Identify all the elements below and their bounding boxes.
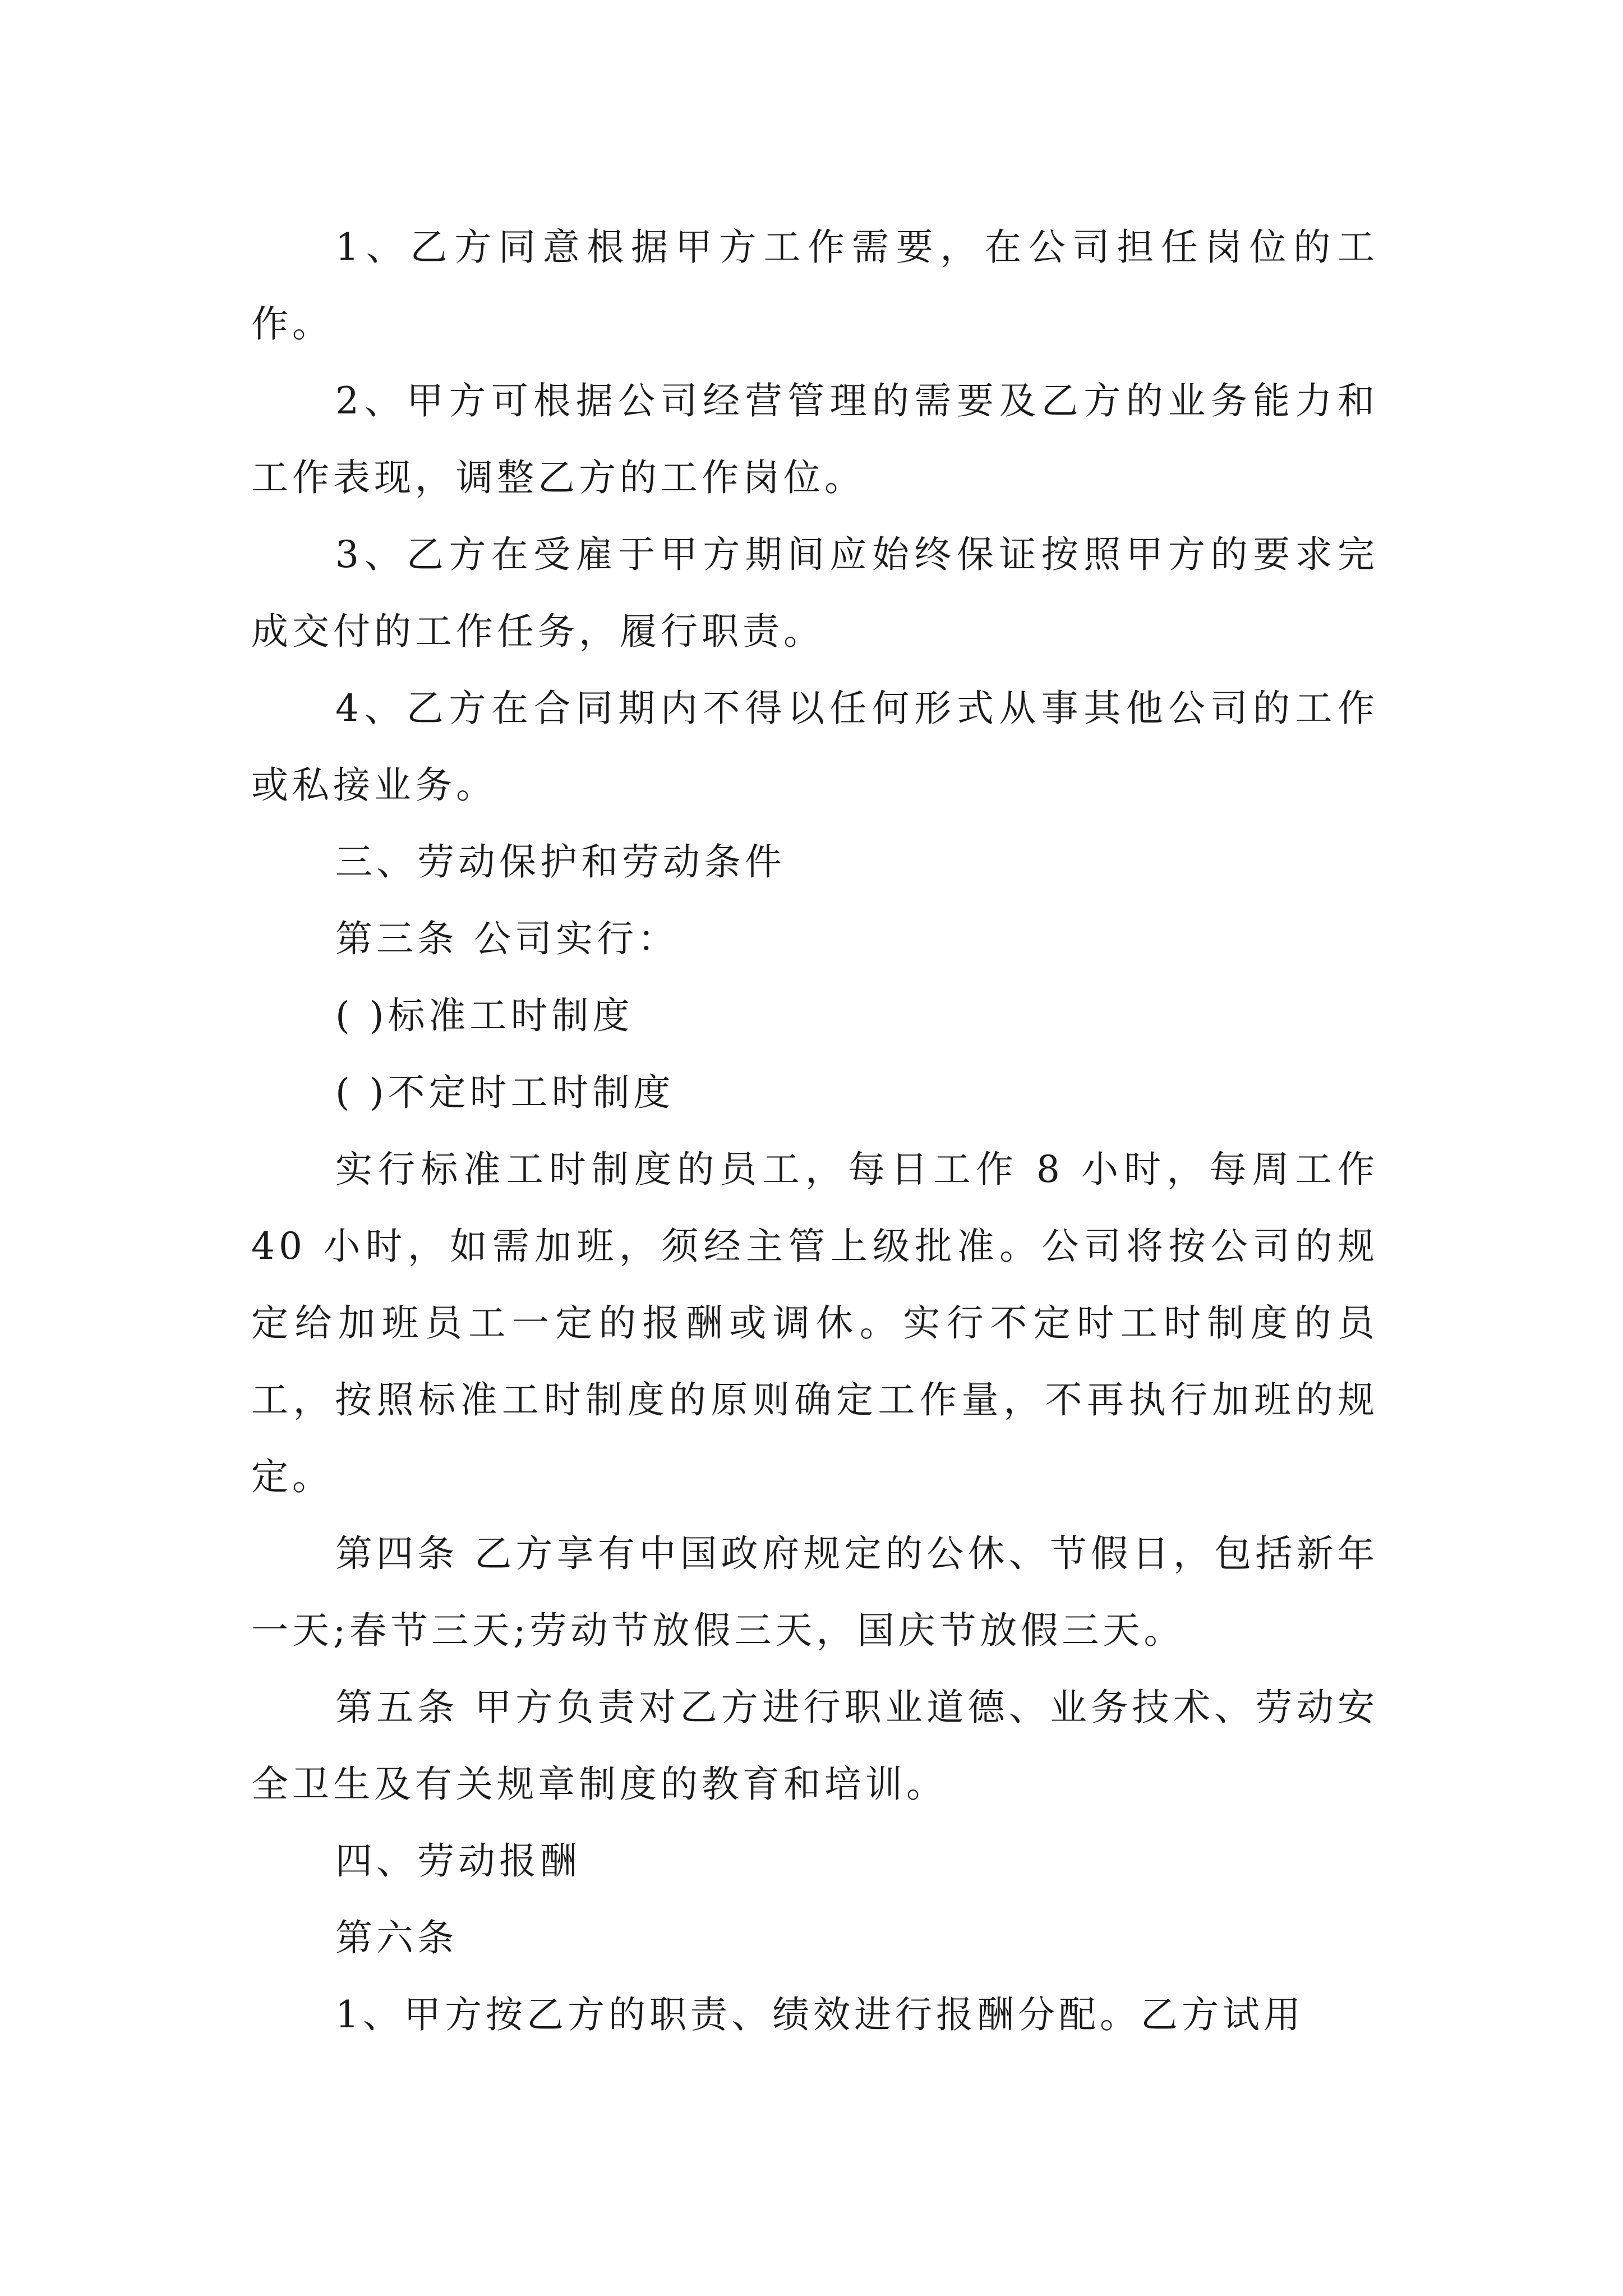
clause-4-paragraph: 4、乙方在合同期内不得以任何形式从事其他公司的工作或私接业务。 (251, 687, 1378, 807)
document-body (251, 209, 1378, 2053)
clause-1-paragraph: 1、乙方同意根据甲方工作需要，在公司担任岗位的工作。 (251, 226, 1378, 346)
article-6-clause-1-paragraph: 1、甲方按乙方的职责、绩效进行报酬分配。乙方试用 (335, 1993, 1304, 2036)
section-4-heading: 四、劳动报酬 (335, 1839, 581, 1883)
article-5-paragraph: 第五条 甲方负责对乙方进行职业道德、业务技术、劳动安全卫生及有关规章制度的教育和培训。 (251, 1686, 1378, 1806)
section-3-heading: 三、劳动保护和劳动条件 (335, 840, 786, 884)
clause-2-paragraph: 2、甲方可根据公司经营管理的需要及乙方的业务能力和工作表现，调整乙方的工作岗位。 (251, 379, 1378, 499)
working-hours-paragraph: 实行标准工时制度的员工，每日工作 8 小时，每周工作 40 小时，如需加班，须经主管上级批准。公司将按公司的规定给加班员工一定的报酬或调休。实行不定时工时制度的员工，按照标准工时制度的原则确定工作量，不再执行加班的规定。 (251, 1148, 1378, 1498)
clause-3-paragraph: 3、乙方在受雇于甲方期间应始终保证按照甲方的要求完成交付的工作任务，履行职责。 (251, 533, 1378, 653)
article-3-heading: 第三条 公司实行： (335, 917, 679, 960)
standard-hours-option: ( )标准工时制度 (335, 994, 634, 1037)
article-4-paragraph: 第四条 乙方享有中国政府规定的公休、节假日，包括新年一天;春节三天;劳动节放假三天，国庆节放假三天。 (251, 1532, 1378, 1652)
flexible-hours-option: ( )不定时工时制度 (335, 1071, 675, 1114)
article-6-heading: 第六条 (335, 1916, 458, 1959)
